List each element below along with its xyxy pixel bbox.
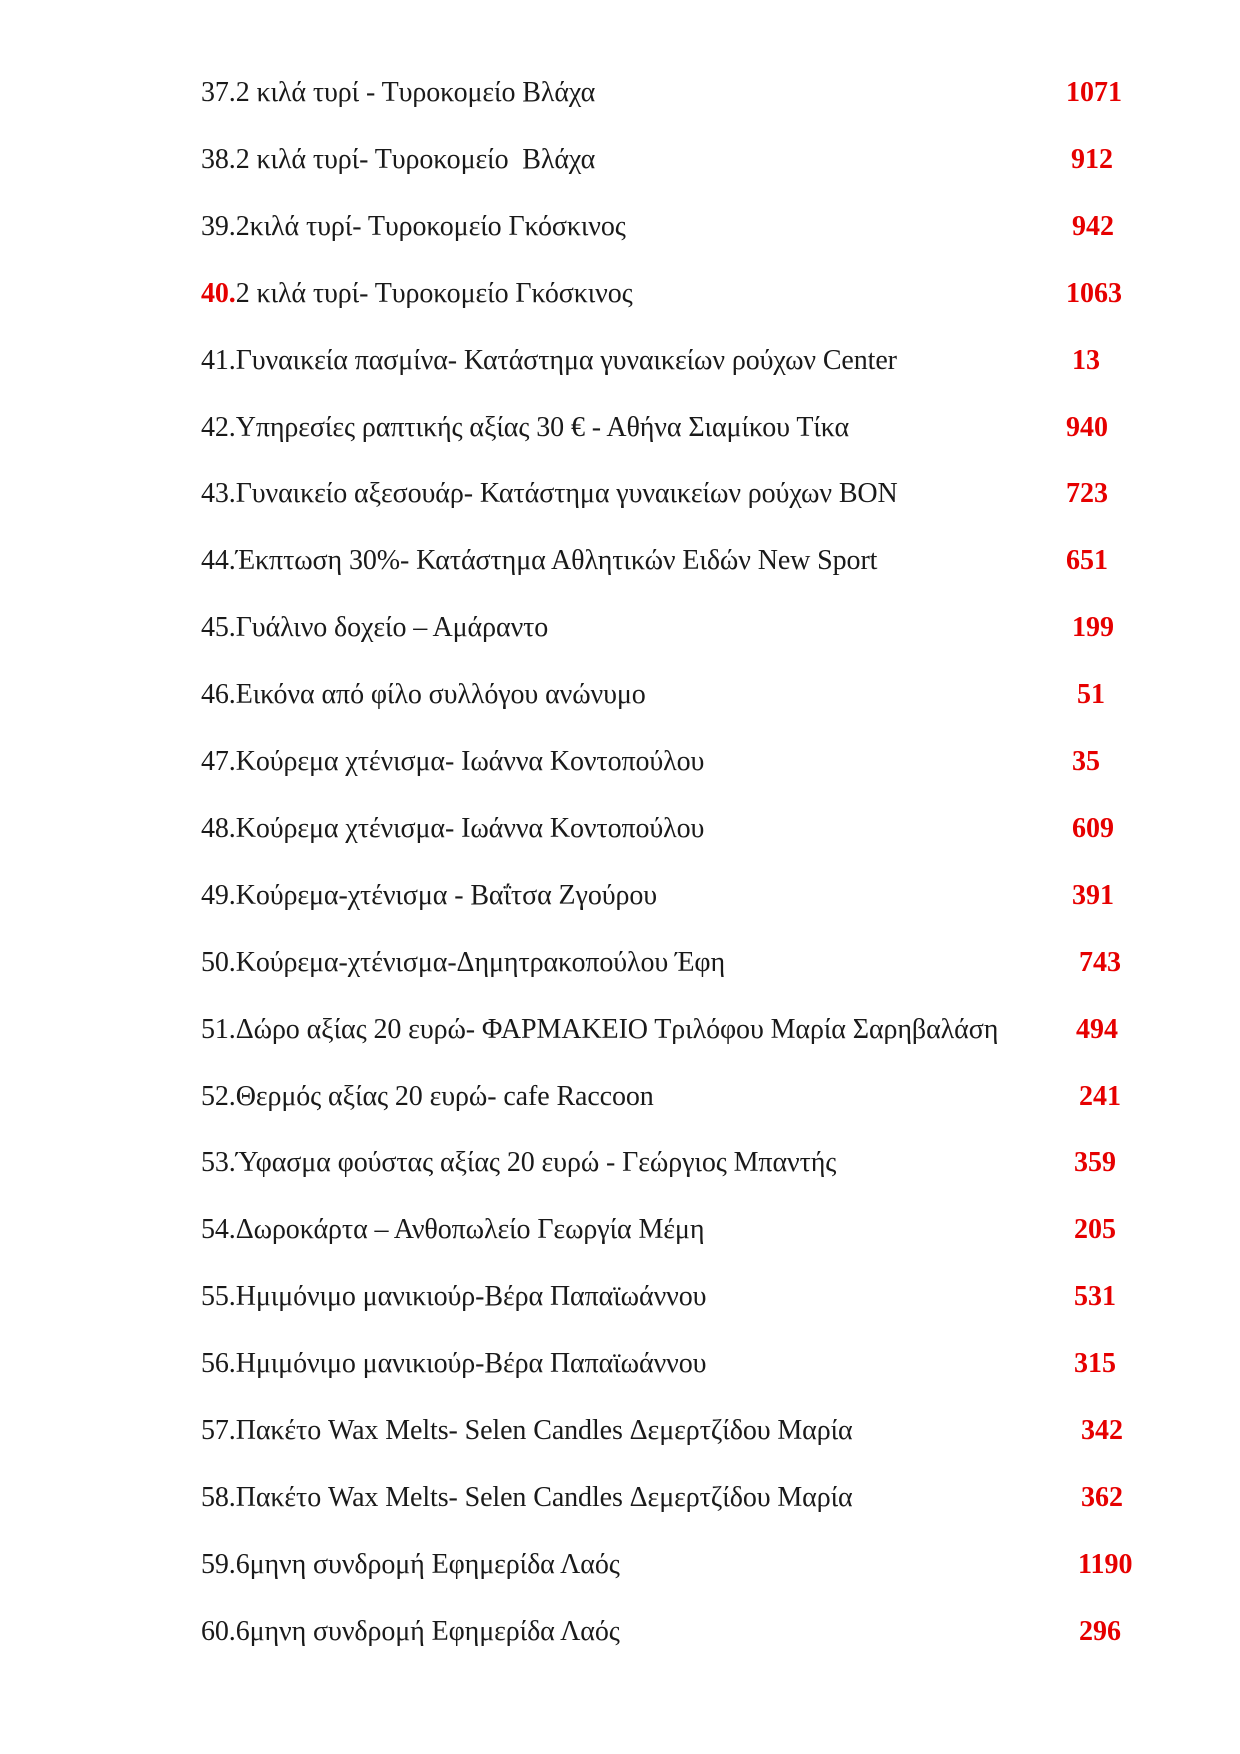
list-item	[0, 809, 1240, 849]
item-description	[201, 742, 704, 782]
item-description	[201, 1077, 654, 1117]
item-description	[201, 1545, 620, 1585]
item-description-text: Γυναικεία πασμίνα- Κατάστημα γυναικείων ρούχων Center	[235, 344, 897, 376]
item-number: 50.	[201, 946, 236, 978]
list-item	[0, 408, 1240, 448]
item-description	[201, 408, 849, 448]
item-description	[201, 809, 704, 849]
item-value: 342	[1081, 1415, 1123, 1446]
item-value: 205	[1074, 1214, 1116, 1246]
item-description	[201, 1143, 836, 1183]
item-description-text: Ημιμόνιμο μανικιούρ-Βέρα Παπαϊωάννου	[235, 1281, 707, 1313]
list-item	[0, 1010, 1240, 1050]
list-item	[0, 1478, 1240, 1518]
item-number: 54.	[201, 1214, 236, 1246]
list-item	[0, 341, 1240, 381]
item-value: 241	[1079, 1080, 1121, 1112]
item-description	[201, 541, 877, 581]
item-value: 942	[1072, 210, 1114, 242]
item-number: 47.	[201, 746, 236, 777]
item-description-text: 2κιλά τυρί- Τυροκομείο Γκόσκινος	[235, 210, 626, 242]
item-value: 315	[1074, 1348, 1116, 1380]
item-value: 723	[1066, 478, 1108, 510]
item-value: 359	[1074, 1147, 1116, 1179]
item-description	[201, 1344, 706, 1384]
item-number: 58.	[201, 1481, 236, 1513]
item-number: 48.	[201, 812, 236, 844]
list-item	[0, 742, 1240, 782]
item-number: 53.	[201, 1147, 236, 1179]
item-value: 940	[1066, 411, 1108, 443]
item-number: 45.	[201, 612, 236, 644]
item-description-text: 2 κιλά τυρί - Τυροκομείο Βλάχα	[235, 77, 596, 108]
item-value: 362	[1081, 1481, 1123, 1513]
item-number: 42.	[201, 411, 236, 443]
item-description	[201, 140, 595, 180]
item-value: 51	[1077, 679, 1105, 711]
item-description-text: Υπηρεσίες ραπτικής αξίας 30 € - Αθήνα Σιαμίκου Τίκα	[235, 411, 850, 443]
list-item	[0, 1143, 1240, 1183]
item-number: 49.	[201, 879, 236, 911]
list-item	[0, 1411, 1240, 1451]
item-number: 38.	[201, 143, 236, 175]
list-item	[0, 943, 1240, 983]
item-number: 41.	[201, 344, 236, 376]
item-description-text: 6μηνη συνδρομή Εφημερίδα Λαός	[235, 1548, 620, 1580]
item-number: 39.	[201, 210, 236, 242]
item-number: 46.	[201, 679, 236, 711]
item-description-text: Εικόνα από φίλο συλλόγου ανώνυμο	[235, 679, 646, 711]
item-value: 1071	[1066, 77, 1122, 108]
item-description-text: 6μηνη συνδρομή Εφημερίδα Λαός	[235, 1615, 620, 1647]
item-description-text: 2 κιλά τυρί- Τυροκομείο Βλάχα	[235, 143, 596, 175]
item-description	[201, 474, 898, 514]
item-value: 1190	[1078, 1548, 1133, 1580]
item-number: 37.	[201, 77, 236, 108]
item-description	[201, 207, 626, 247]
item-value: 651	[1066, 545, 1108, 577]
list-item	[0, 274, 1240, 314]
item-description-text: Πακέτο Wax Melts- Selen Candles Δεμερτζίδου Μαρία	[235, 1481, 853, 1513]
item-description-text: Κούρεμα-χτένισμα - Βαΐτσα Ζγούρου	[235, 879, 658, 911]
item-number: 55.	[201, 1281, 236, 1313]
item-description	[201, 73, 595, 113]
item-number: 43.	[201, 478, 236, 510]
item-value: 912	[1071, 143, 1113, 175]
item-description-text: Κούρεμα χτένισμα- Ιωάννα Κοντοπούλου	[235, 812, 705, 844]
item-description-text: Δωροκάρτα – Ανθοπωλείο Γεωργία Μέμη	[235, 1214, 705, 1246]
item-description-text: Κούρεμα χτένισμα- Ιωάννα Κοντοπούλου	[235, 746, 705, 777]
item-description-text: Ημιμόνιμο μανικιούρ-Βέρα Παπαϊωάννου	[235, 1348, 707, 1380]
item-description	[201, 274, 633, 314]
item-description	[201, 1478, 853, 1518]
item-description	[201, 1612, 620, 1652]
item-description	[201, 876, 657, 916]
item-number: 56.	[201, 1348, 236, 1380]
item-number: 57.	[201, 1415, 236, 1446]
list-item	[0, 1612, 1240, 1652]
list-item	[0, 675, 1240, 715]
item-description	[201, 341, 897, 381]
item-description	[201, 1277, 706, 1317]
list-item	[0, 876, 1240, 916]
item-description-text: Γυναικείο αξεσουάρ- Κατάστημα γυναικείων ρούχων BON	[235, 478, 898, 510]
list-item	[0, 1077, 1240, 1117]
item-value: 296	[1079, 1615, 1121, 1647]
item-value: 1063	[1066, 277, 1122, 309]
item-description	[201, 1411, 853, 1451]
item-number: 40.	[201, 277, 236, 309]
list-item	[0, 140, 1240, 180]
item-value: 531	[1074, 1281, 1116, 1313]
list-item	[0, 1277, 1240, 1317]
list-item	[0, 73, 1240, 113]
item-description	[201, 675, 646, 715]
item-value: 13	[1072, 344, 1100, 376]
list-item	[0, 207, 1240, 247]
item-number: 52.	[201, 1080, 236, 1112]
item-value: 199	[1072, 612, 1114, 644]
item-description-text: 2 κιλά τυρί- Τυροκομείο Γκόσκινος	[235, 277, 633, 309]
item-number: 44.	[201, 545, 236, 577]
item-value: 609	[1072, 812, 1114, 844]
item-description-text: Πακέτο Wax Melts- Selen Candles Δεμερτζίδου Μαρία	[235, 1415, 853, 1446]
item-description-text: Κούρεμα-χτένισμα-Δημητρακοπούλου Έφη	[235, 946, 726, 978]
list-item	[0, 1344, 1240, 1384]
list-item	[0, 1210, 1240, 1250]
list-item	[0, 474, 1240, 514]
list-item	[0, 608, 1240, 648]
item-value: 743	[1079, 946, 1121, 978]
item-description-text: Δώρο αξίας 20 ευρώ- ΦΑΡΜΑΚΕΙΟ Τριλόφου Μαρία Σαρηβαλάση	[235, 1013, 999, 1045]
item-description-text: Έκπτωση 30%- Κατάστημα Αθλητικών Ειδών New Sport	[235, 545, 878, 577]
item-description	[201, 943, 725, 983]
item-value: 494	[1076, 1013, 1118, 1045]
item-description	[201, 608, 548, 648]
list-item	[0, 1545, 1240, 1585]
item-number: 60.	[201, 1615, 236, 1647]
item-description	[201, 1010, 998, 1050]
list-item	[0, 541, 1240, 581]
item-description-text: Θερμός αξίας 20 ευρώ- cafe Raccoon	[235, 1080, 654, 1112]
item-description-text: Γυάλινο δοχείο – Αμάραντο	[235, 612, 549, 644]
item-value: 391	[1072, 879, 1114, 911]
item-number: 51.	[201, 1013, 236, 1045]
item-value: 35	[1072, 746, 1100, 777]
item-number: 59.	[201, 1548, 236, 1580]
item-description-text: Ύφασμα φούστας αξίας 20 ευρώ - Γεώργιος Μπαντής	[235, 1147, 837, 1179]
item-description	[201, 1210, 704, 1250]
